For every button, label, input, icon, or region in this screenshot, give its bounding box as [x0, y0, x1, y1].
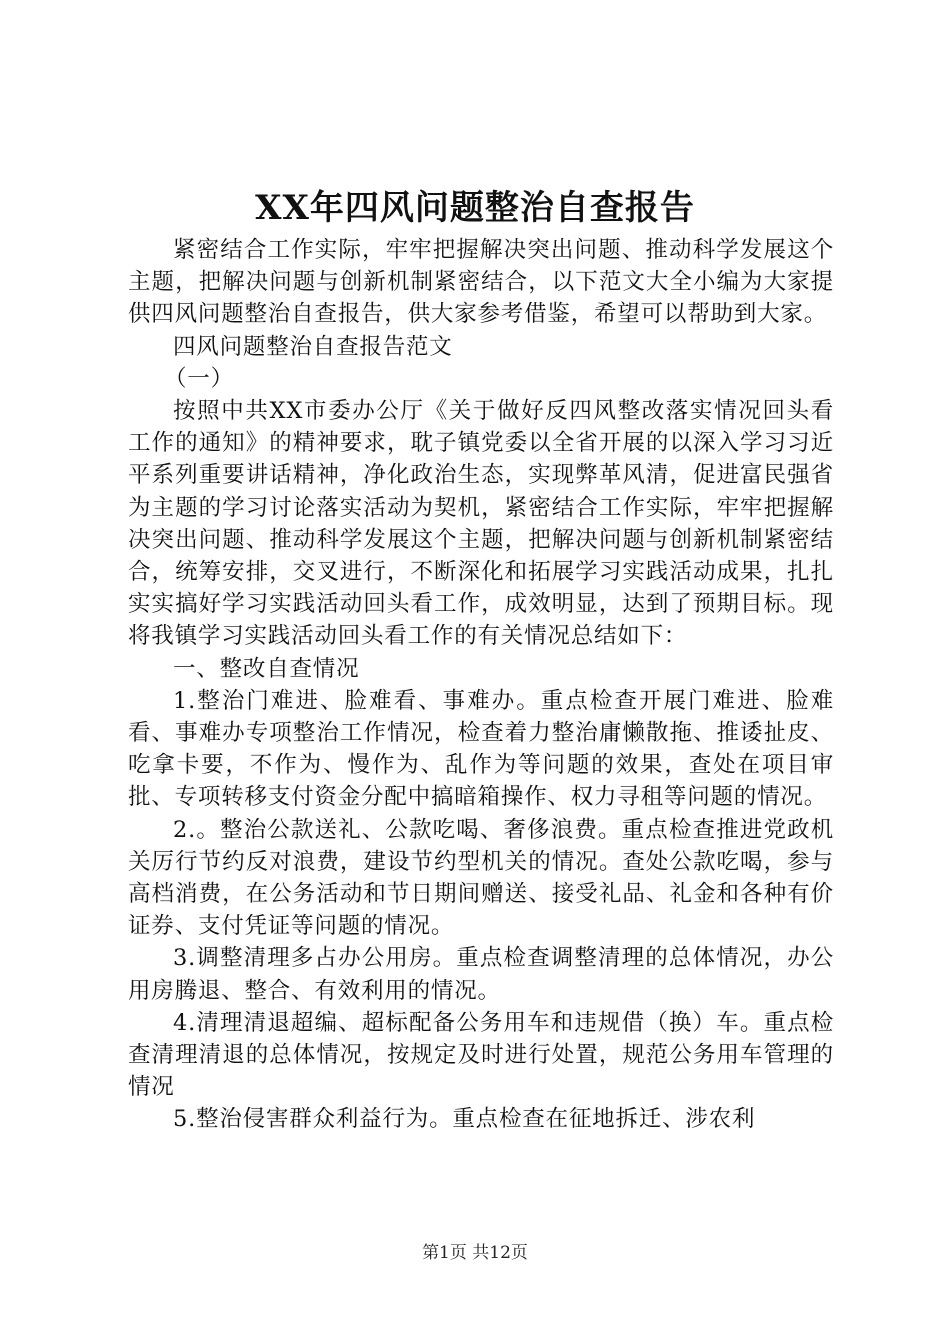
body-paragraph: 按照中共XX市委办公厅《关于做好反四风整改落实情况回头看工作的通知》的精神要求，耽子镇党委以全省开展的以深入学习习近平系列重要讲话精神，净化政治生态，实现弊革风清，促进富民强省为主题的学习讨论落实活动为契机，紧密结合工作实际，牢牢把握解决突出问题、推动科学发展这个主题，把解决问题与创新机制紧密结合，统筹安排，交叉进行，不断深化和拓展学习实践活动成果，扎扎实实搞好学习实践活动回头看工作，成效明显，达到了预期目标。现将我镇学习实践活动回头看工作的有关情况总结如下：: [128, 398, 834, 650]
list-item: 5.整治侵害群众利益行为。重点检查在征地拆迁、涉农利: [173, 1106, 756, 1133]
list-item: 3.调整清理多占办公用房。重点检查调整清理的总体情况，办公用房腾退、整合、有效利用的情况。: [128, 945, 834, 1004]
document-title: XX年四风问题整治自查报告: [255, 188, 695, 228]
intro-paragraph: 紧密结合工作实际，牢牢把握解决突出问题、推动科学发展这个主题，把解决问题与创新机制紧密结合，以下范文大全小编为大家提供四风问题整治自查报告，供大家参考借鉴，希望可以帮助到大家。: [128, 237, 834, 328]
list-item: 1.整治门难进、脸难看、事难办。重点检查开展门难进、脸难看、事难办专项整治工作情况，检查着力整治庸懒散拖、推诿扯皮、吃拿卡要，不作为、慢作为、乱作为等问题的效果，查处在项目审批、专项转移支付资金分配中搞暗箱操作、权力寻租等问题的情况。: [128, 687, 834, 811]
section-heading: 一、整改自查情况: [173, 655, 360, 682]
section-number: （一）: [164, 365, 234, 392]
document-body: [128, 234, 834, 1136]
page-footer: 第1页 共12页: [422, 1243, 528, 1263]
list-item: 4.清理清退超编、超标配备公务用车和违规借（换）车。重点检查清理清退的总体情况，按规定及时进行处置，规范公务用车管理的情况: [128, 1009, 834, 1101]
list-item: 2.。整治公款送礼、公款吃喝、奢侈浪费。重点检查推进党政机关厉行节约反对浪费，建设节约型机关的情况。查处公款吃喝，参与高档消费，在公务活动和节日期间赠送、接受礼品、礼金和各种有价证券、支付凭证等问题的情况。: [128, 816, 834, 940]
section-heading-sample: 四风问题整治自查报告范文: [173, 333, 453, 360]
